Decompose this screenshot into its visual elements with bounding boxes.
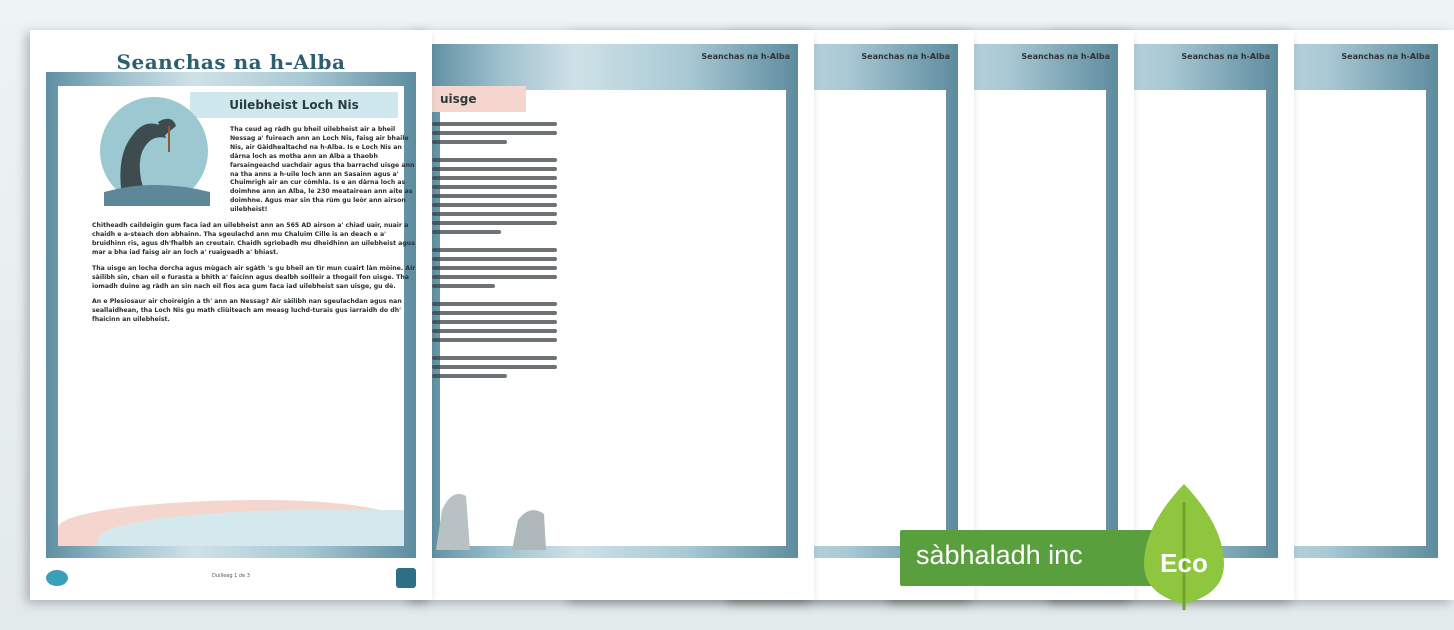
page-header: Seanchas na h-Alba	[1341, 52, 1430, 61]
paragraph-4: An e Plesiosaur air choireigin a th' ann an Nessag? Air sàilibh nan sgeulachdan agus nan seallaidhean, tha Loch Nis gu math cliùiteach am measg luchd-turais gus iarraidh do dh' fhaicinn an uilebheist.	[92, 298, 402, 324]
eco-banner-label: sàbhaladh inc	[916, 540, 1083, 570]
page-header: Seanchas na h-Alba	[1181, 52, 1270, 61]
paragraph-3: Tha uisge an locha dorcha agus mùgach air sgàth 's gu bheil an tìr mun cuairt làn mòine. Air sàilibh sin, chan eil e furasta a bhith a' faicinn agus dealbh soilleir a thogail fon uisge. Tha iomadh duine ag ràdh an sin nach eil fios aca gum faca iad uilebheist san uisge, gu dè.	[92, 264, 416, 290]
kelpie-horse-illustration	[432, 480, 562, 550]
section-tab: uisge	[432, 86, 526, 112]
page-header: Seanchas na h-Alba	[861, 52, 950, 61]
paragraph-1: Tha ceud ag ràdh gu bheil uilebheist air a bheil Nessag a' fuireach ann an Loch Nis, faisg air bhaile Nis, air Gàidhealtachd na h-Alba. Is e Loch Nis an dàrna loch as motha ann an Alba a thaobh farsaingeachd uachdair agus tha barrachd uisge ann na tha anns a h-uile loch ann an Sasainn agus a' Chuimrigh air an cur còmhla. Is e an dàrna loch as doimhne ann an Alba, le 230 meatairean ann aite as doimhne. Agus mar sin tha rùm gu leòr ann airson uilebheist!	[230, 126, 415, 214]
publisher-badge-icon	[396, 568, 416, 588]
twinkl-logo-icon	[46, 570, 68, 586]
article-body	[92, 126, 420, 332]
page-number: Duilleag 1 de 3	[212, 573, 250, 579]
page-header: Seanchas na h-Alba	[701, 52, 790, 61]
eco-leaf-label: Eco	[1160, 548, 1208, 578]
text-block	[432, 122, 557, 383]
page-header: Seanchas na h-Alba	[1021, 52, 1110, 61]
paragraph-2: Chìtheadh caildeigin gum faca iad an uilebheist ann an 565 AD airson a' chiad uair, nuair a chaidh e a-steach don abhainn. Tha sgeulachd ann mu Chaluim Cille is an deach e a' bruidhinn ris, agus dh'fhalbh an creutair. Chaidh sgrìobadh mu dheidhinn an uilebheist agus mar a bha iad faisg air an loch a' ruaigeadh a' bhiast.	[92, 222, 415, 256]
eco-leaf-icon	[1138, 482, 1230, 612]
section-subtitle: Uilebheist Loch Nis	[190, 92, 398, 118]
back-page-1	[412, 30, 814, 600]
page-footer	[46, 568, 416, 590]
page-title: Seanchas na h-Alba	[116, 50, 346, 74]
front-page	[30, 30, 432, 600]
